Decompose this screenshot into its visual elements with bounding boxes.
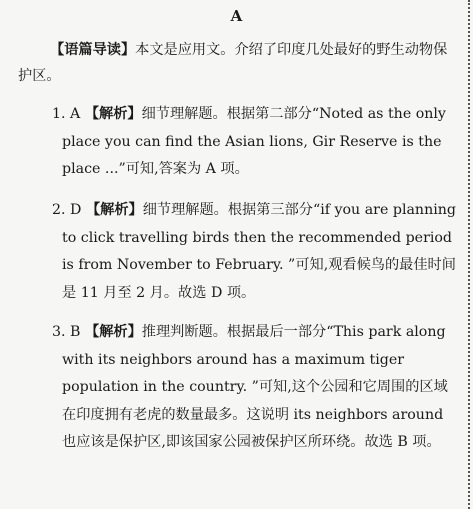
analysis-text: 细节理解题。根据第三部分“if you are planning to click travelling birds then the recommended period is from November to February. ”可知,观看候鸟的最佳时间是 11 月至 2 月。故选 D 项。 — [62, 202, 456, 301]
answer-item-2 — [18, 197, 458, 307]
analysis-tag: 【解析】 — [85, 202, 143, 218]
answer-item-1 — [18, 101, 458, 184]
intro-paragraph — [18, 37, 458, 89]
intro-tag: 【语篇导读】 — [50, 42, 136, 58]
answer-number: 2. D — [52, 202, 82, 218]
analysis-text: 推理判断题。根据最后一部分“This park along with its neighbors around has a maximum tiger population in the country. ”可知,这个公园和它周围的区域在印度拥有老虎的数量最多。这说明 its neighbors around 也应该是保护区,即该国家公园被保护区所环绕。故选 B 项。 — [62, 324, 448, 450]
answer-item-3 — [18, 319, 458, 457]
analysis-text: 细节理解题。根据第二部分“Noted as the only place you can find the Asian lions, Gir Reserve is the place ...”可知,答案为 A 项。 — [62, 106, 446, 177]
analysis-tag: 【解析】 — [85, 324, 142, 340]
analysis-tag: 【解析】 — [84, 106, 142, 122]
intro-text: 本文是应用文。介绍了印度几处最好的野生动物保护区。 — [18, 42, 448, 84]
dotted-divider — [468, 0, 470, 509]
section-title: A — [230, 7, 243, 25]
answer-number: 3. B — [52, 324, 81, 340]
answer-number: 1. A — [52, 106, 81, 122]
